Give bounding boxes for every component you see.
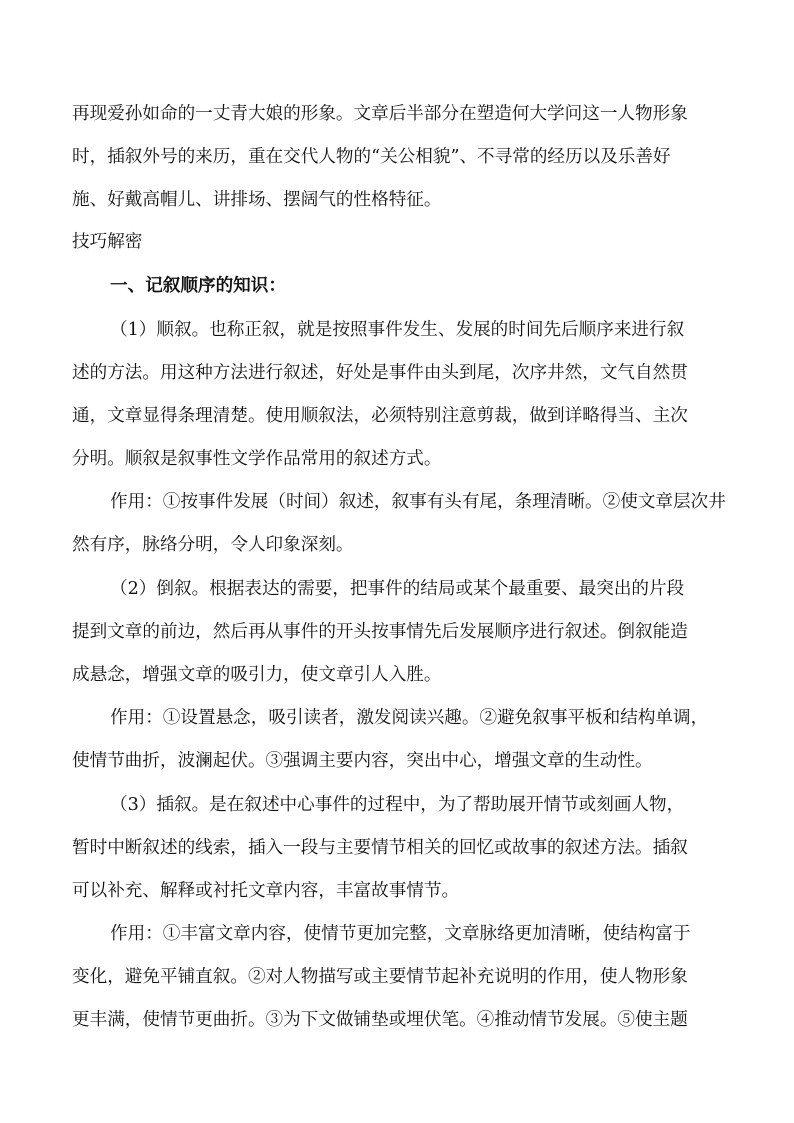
subheading-text: 一、记叙顺序的知识： <box>110 275 286 296</box>
text-line: 通，文章显得条理清楚。使用顺叙法，必须特别注意剪裁，做到详略得当、主次 <box>72 406 688 426</box>
text-line: 然有序，脉络分明，令人印象深刻。 <box>72 535 354 555</box>
text-line: 使情节曲折，波澜起伏。③强调主要内容，突出中心，增强文章的生动性。 <box>72 751 653 771</box>
text-line: 述的方法。用这种方法进行叙述，好处是事件由头到尾，次序井然，文气自然贯 <box>72 363 688 383</box>
text-line: 暂时中断叙述的线索，插入一段与主要情节相关的回忆或故事的叙述方法。插叙 <box>72 838 688 858</box>
text-line: 施、好戴高帽儿、讲排场、摆阔气的性格特征。 <box>72 190 442 210</box>
text-line: 作用：①丰富文章内容，使情节更加完整，文章脉络更加清晰，使结构富于 <box>110 924 691 944</box>
text-line: 可以补充、解释或衬托文章内容，丰富故事情节。 <box>72 881 460 901</box>
text-line: （3）插叙。是在叙述中心事件的过程中，为了帮助展开情节或刻画人物， <box>110 795 685 815</box>
section-title-text: 技巧解密 <box>72 232 143 252</box>
text-line: （2）倒叙。根据表达的需要，把事件的结局或某个最重要、最突出的片段 <box>110 579 685 599</box>
text-line: 更丰满，使情节更曲折。③为下文做铺垫或埋伏笔。④推动情节发展。⑤使主题 <box>72 1010 688 1030</box>
text-line: 变化，避免平铺直叙。②对人物描写或主要情节起补充说明的作用，使人物形象 <box>72 967 688 987</box>
text-line: 作用：①按事件发展（时间）叙述，叙事有头有尾，条理清晰。②使文章层次井 <box>110 492 726 512</box>
text-line: （1）顺叙。也称正叙，就是按照事件发生、发展的时间先后顺序来进行叙 <box>110 320 685 340</box>
text-line: 成悬念，增强文章的吸引力，使文章引人入胜。 <box>72 665 442 685</box>
text-line: 提到文章的前边，然后再从事件的开头按事情先后发展顺序进行叙述。倒叙能造 <box>72 622 688 642</box>
text-line: 再现爱孙如命的一丈青大娘的形象。文章后半部分在塑造何大学问这一人物形象 <box>72 104 688 124</box>
text-line: 分明。顺叙是叙事性文学作品常用的叙述方式。 <box>72 449 442 469</box>
text-line: 时，插叙外号的来历，重在交代人物的“关公相貌”、不寻常的经历以及乐善好 <box>72 147 671 167</box>
text-line: 作用：①设置悬念，吸引读者，激发阅读兴趣。②避免叙事平板和结构单调， <box>110 708 709 728</box>
